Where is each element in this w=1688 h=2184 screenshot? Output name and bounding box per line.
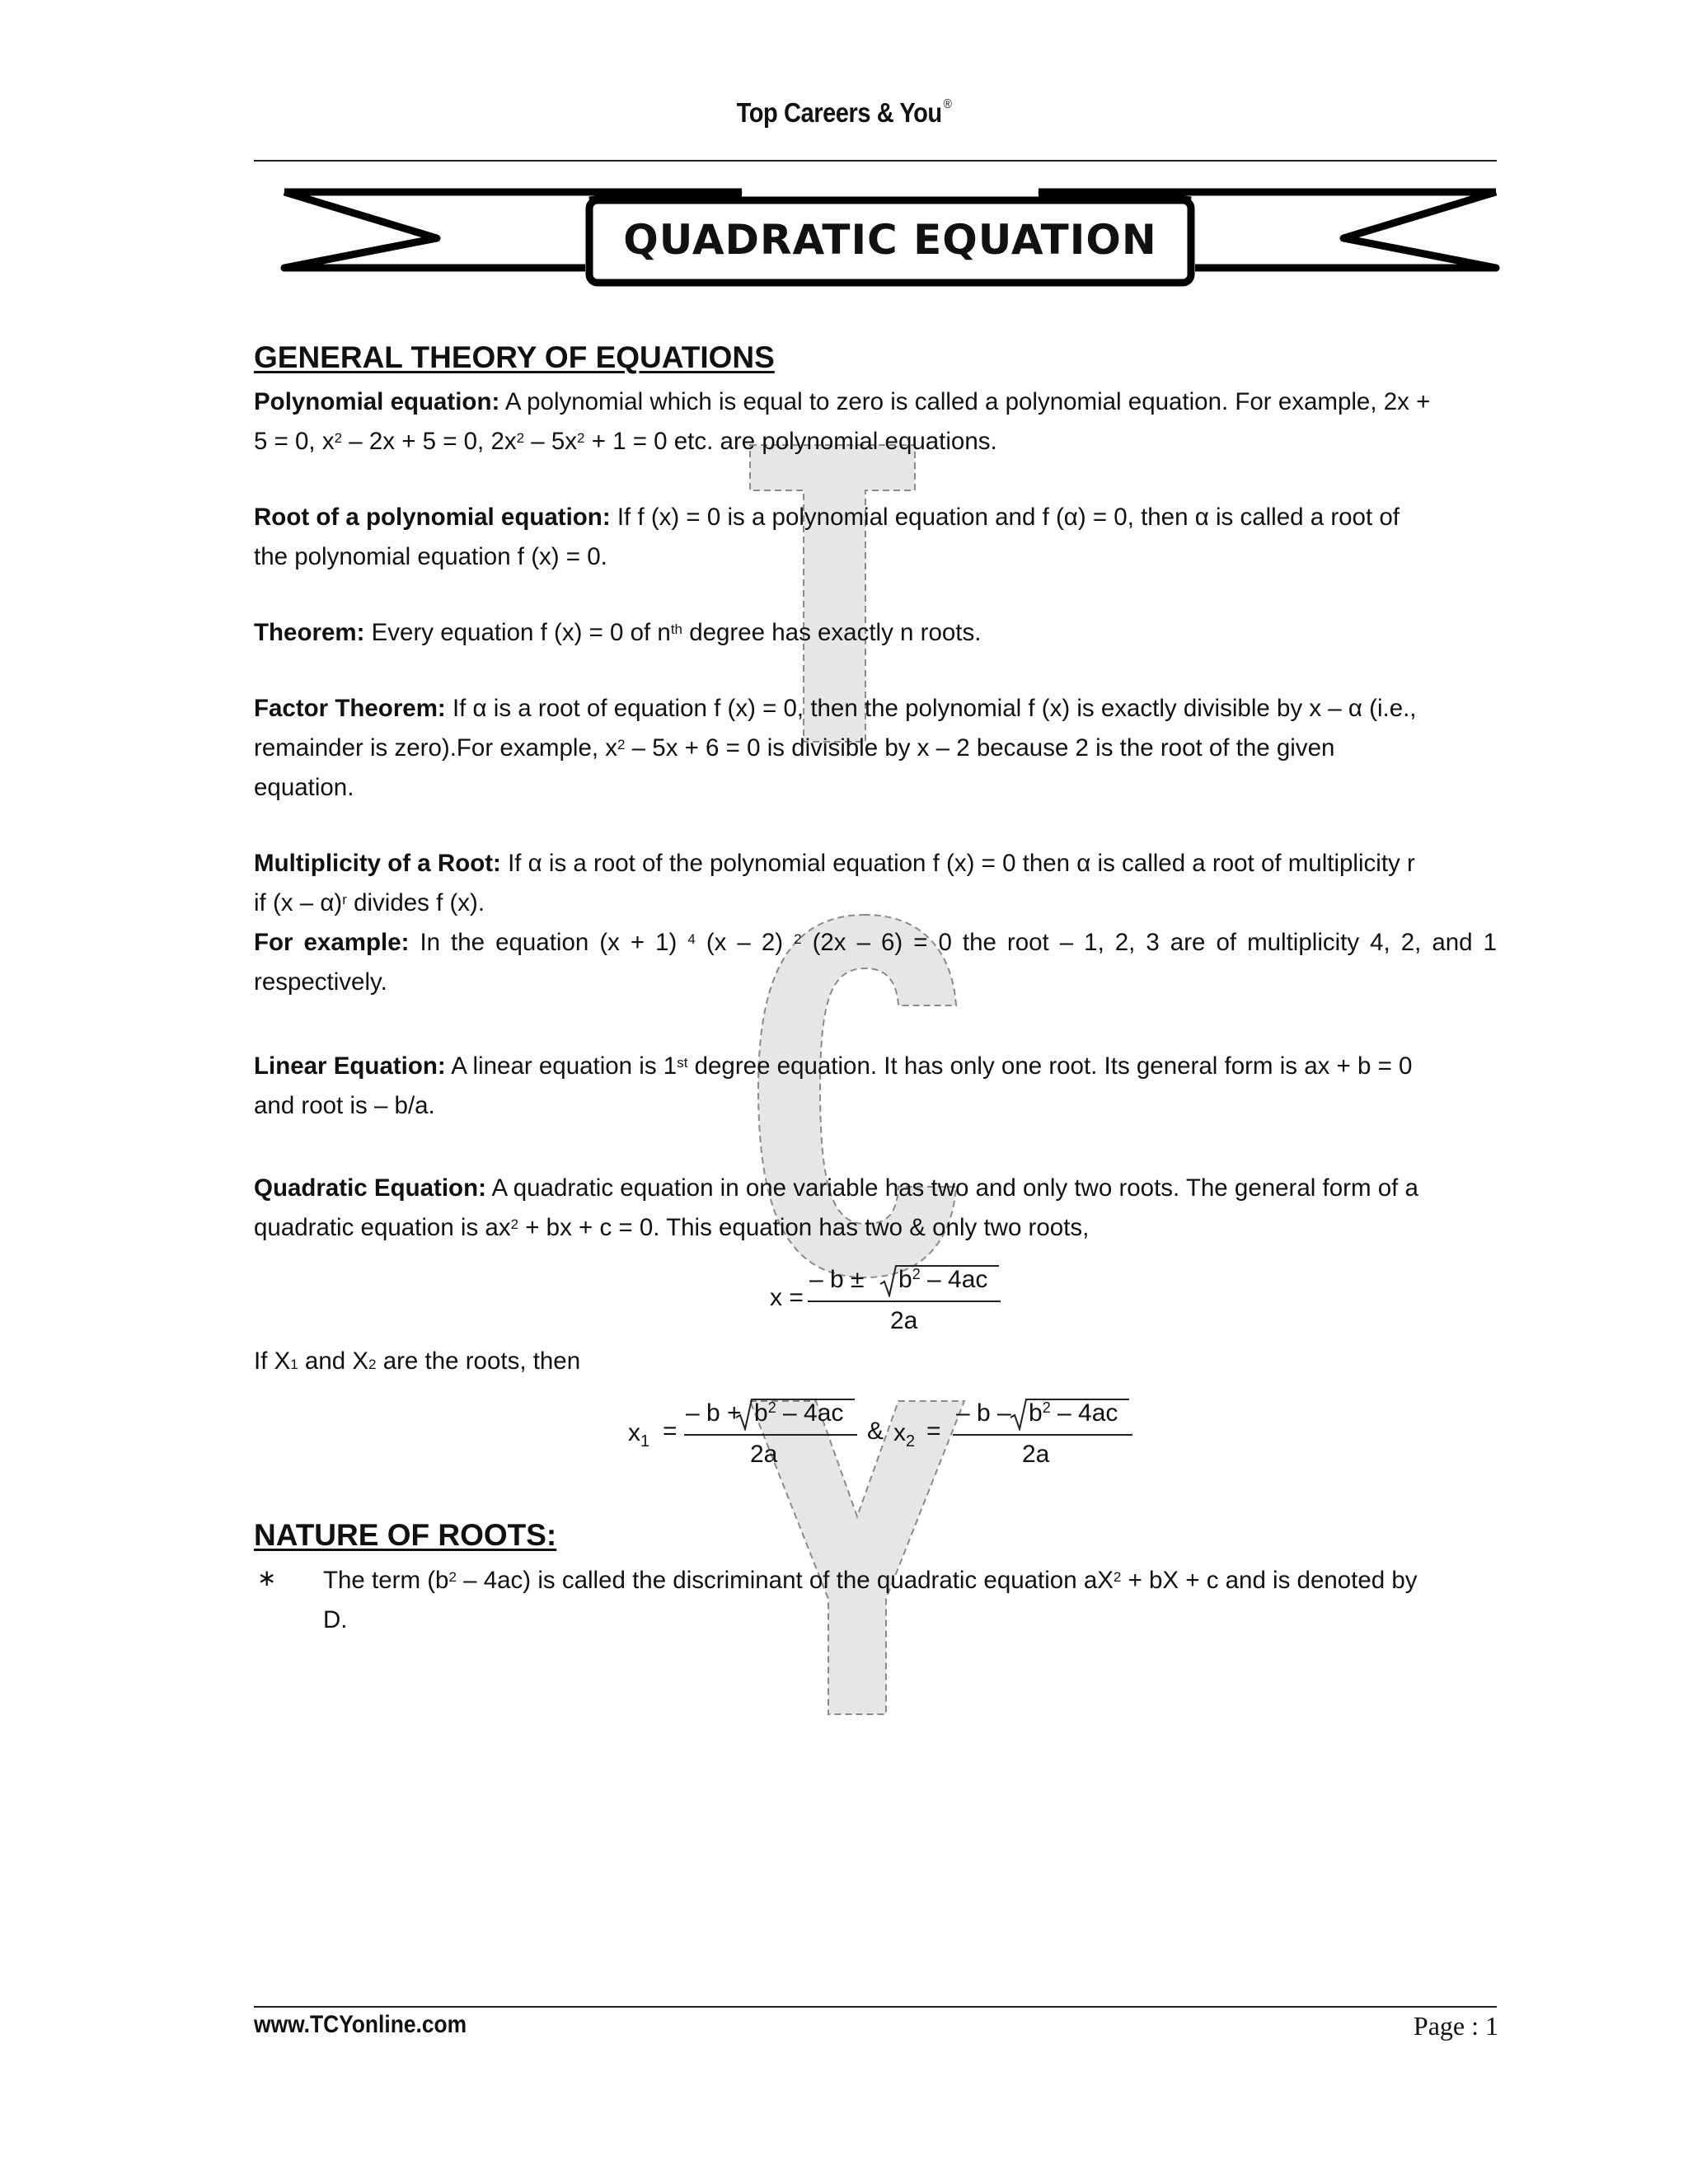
roots-intro-c: are the roots, then [376,1347,581,1375]
factor-label: Factor Theorem: [254,695,446,722]
root-paragraph [254,498,1497,577]
x1-letter: x [628,1419,640,1446]
section-heading-general-theory: GENERAL THEORY OF EQUATIONS [254,340,775,374]
polynomial-line-2 [254,422,1497,462]
quadratic-line-1 [254,1169,1497,1208]
x1-rad-b: b [754,1399,768,1427]
section-heading-nature-of-roots: NATURE OF ROOTS: [254,1518,557,1552]
header-rule [254,160,1497,162]
sqrt-symbol-icon [1010,1398,1028,1431]
linear-paragraph [254,1047,1497,1126]
multiplicity-text: If α is a root of the polynomial equation f (x) = 0 then α is called a root of multiplicity r [500,850,1415,877]
x1-symbol [628,1419,649,1451]
polynomial-paragraph [254,382,1497,462]
polynomial-line-1 [254,382,1497,422]
x2-rad-b: b [1029,1399,1043,1427]
multiplicity-line-1 [254,844,1497,883]
x2-rad-rest: – 4ac [1050,1399,1118,1427]
poly-text-a: 5 = 0, x [254,428,335,455]
example-sup-1: 4 [687,931,696,947]
x1-fraction-line [684,1434,857,1436]
nature-line-1 [323,1561,1497,1601]
linear-line-1 [254,1047,1497,1086]
polynomial-label: Polynomial equation: [254,388,500,415]
page-number: Page : 1 [1413,2011,1498,2041]
roots-intro-a: If X [254,1347,291,1375]
footer-rule [254,2006,1497,2008]
quadratic-sup: 2 [510,1216,519,1232]
x2-sub: 2 [906,1432,916,1451]
x2-equals: = [926,1418,941,1445]
ampersand: & [867,1418,884,1445]
factor-text-a: remainder is zero).For example, x [254,734,618,762]
factor-text-b: – 5x + 6 = 0 is divisible by x – 2 because 2 is the root of the given [625,734,1335,762]
sqrt-symbol-icon [735,1398,753,1431]
registered-mark: ® [943,97,952,111]
footer-website-link[interactable]: www.TCYonline.com [254,2011,467,2038]
theorem-text-a: Every equation f (x) = 0 of n [364,619,671,646]
poly-text-d: + 1 = 0 etc. are polynomial equations. [584,428,997,455]
x1-rad-sup: 2 [767,1399,776,1416]
sqrt-symbol-icon [879,1264,898,1297]
multiplicity-sup: r [342,892,347,907]
nature-sup-2: 2 [1113,1569,1122,1585]
roots-intro-sub-2: 2 [368,1357,377,1372]
formula-numerator-a: – b ± [809,1266,865,1293]
roots-intro [254,1342,1497,1381]
x2-denominator: 2a [1022,1441,1050,1468]
roots-formula [626,1396,1137,1472]
theorem-paragraph [254,613,1497,653]
multiplicity-label: Multiplicity of a Root: [254,850,501,877]
x1-numerator-a: – b + [686,1399,742,1427]
example-text-b: (x – 2) [695,929,795,956]
nature-text-c: + bX + c and is denoted by [1121,1567,1418,1594]
poly-sup-1: 2 [334,430,343,446]
linear-sup: st [677,1055,688,1071]
root-text: If f (x) = 0 is a polynomial equation and f (α) = 0, then α is called a root of [610,504,1400,531]
multiplicity-text-b: divides f (x). [346,889,485,916]
quadratic-line-2 [254,1208,1497,1248]
nature-paragraph [323,1561,1497,1640]
x1-sub: 1 [640,1432,650,1451]
example-text-a: In the equation (x + 1) [409,929,688,956]
factor-sup: 2 [617,737,626,752]
factor-line-2 [254,729,1497,768]
formula-lhs: x = [770,1284,804,1311]
linear-text-b: degree equation. It has only one root. Its general form is ax + b = 0 [687,1052,1413,1080]
factor-line-1 [254,689,1497,729]
nature-line-2: D. [323,1606,348,1633]
poly-sup-2: 2 [516,430,525,446]
x1-rad-rest: – 4ac [776,1399,844,1427]
poly-text-c: – 5x [524,428,578,455]
fraction-line [808,1301,1001,1302]
multiplicity-paragraph [254,844,1497,1002]
banner-title: QUADRATIC EQUATION [623,216,1157,264]
factor-paragraph [254,689,1497,808]
root-line-2: the polynomial equation f (x) = 0. [254,543,607,570]
x2-symbol [893,1419,915,1451]
formula-denominator: 2a [890,1307,918,1334]
nature-text-a: The term (b [323,1567,449,1594]
brand-header [101,97,1587,129]
x2-numerator-a: – b – [956,1399,1011,1427]
multiplicity-text-a: if (x – α) [254,889,343,916]
radicand-sup: 2 [912,1266,921,1282]
linear-text-a: A linear equation is 1 [445,1052,678,1080]
x1-equals: = [663,1418,678,1445]
quadratic-formula [767,1263,997,1337]
quadratic-text-a: quadratic equation is ax [254,1214,511,1241]
roots-intro-sub-1: 1 [290,1357,298,1372]
x2-fraction-line [953,1434,1132,1436]
example-sup-2: 2 [794,931,802,947]
x1-radicand [754,1399,843,1427]
quadratic-paragraph [254,1169,1497,1248]
x2-letter: x [893,1419,906,1446]
linear-label: Linear Equation: [254,1052,446,1080]
x2-rad-sup: 2 [1042,1399,1051,1416]
theorem-text-b: degree has exactly n roots. [682,619,982,646]
example-text-c: (2x – 6) = 0 the root – 1, 2, 3 are of multiplicity 4, 2, and 1 [801,929,1497,956]
example-line-1 [254,923,1497,963]
theorem-label: Theorem: [254,619,365,646]
roots-intro-b: and X [298,1347,369,1375]
brand-name: Top Careers & You [736,97,942,128]
radicand-rest: – 4ac [920,1266,988,1293]
radicand-b: b [898,1266,912,1293]
x2-radicand [1029,1399,1118,1427]
quadratic-label: Quadratic Equation: [254,1174,486,1202]
example-label: For example: [254,929,410,956]
poly-sup-3: 2 [577,430,585,446]
quadratic-text-b: + bx + c = 0. This equation has two & only two roots, [518,1214,1090,1241]
x1-denominator: 2a [750,1441,778,1468]
formula-radicand [898,1266,987,1294]
polynomial-text: A polynomial which is equal to zero is called a polynomial equation. For example, 2x + [499,388,1431,415]
factor-line-3: equation. [254,774,354,801]
factor-text: If α is a root of equation f (x) = 0, then the polynomial f (x) is exactly divisible by x – α (i.e., [445,695,1417,722]
root-label: Root of a polynomial equation: [254,504,611,531]
root-line-1 [254,498,1497,537]
multiplicity-line-2 [254,883,1497,923]
quadratic-text: A quadratic equation in one variable has two and only two roots. The general form of a [485,1174,1418,1202]
nature-sup-1: 2 [448,1569,457,1585]
example-line-2: respectively. [254,968,387,996]
linear-line-2: and root is – b/a. [254,1092,435,1119]
nature-text-b: – 4ac) is called the discriminant of the quadratic equation aX [456,1567,1114,1594]
poly-text-b: – 2x + 5 = 0, 2x [342,428,517,455]
bullet-asterisk-icon: ∗ [257,1565,277,1591]
theorem-sup: th [670,621,683,637]
